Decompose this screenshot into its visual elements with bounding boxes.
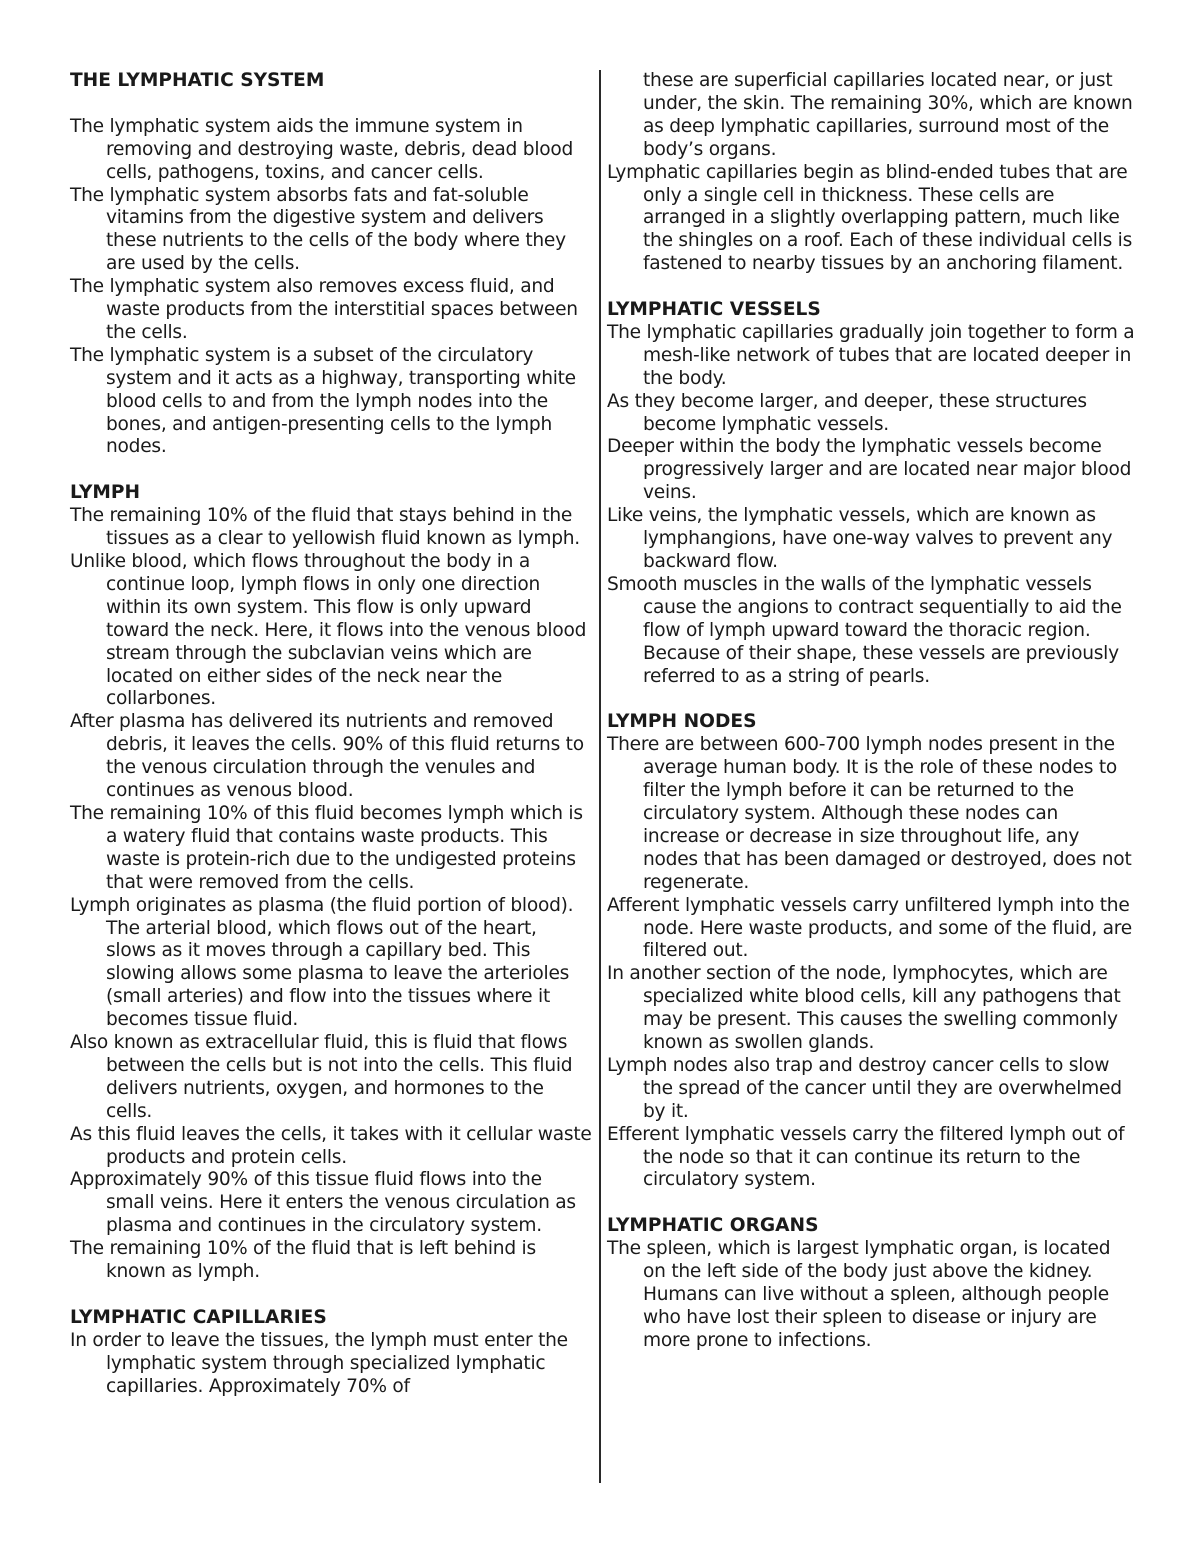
vessels-paragraph: As they become larger, and deeper, these structures become lymphatic vessels. <box>607 390 1087 435</box>
organs-paragraph: The spleen, which is largest lymphatic organ, is located on the left side of the body just above the kidney. Humans can live without a spleen, although people who have lost their spleen to disease or injury are more prone to infections. <box>607 1238 1111 1351</box>
lymph-paragraph: Also known as extracellular fluid, this is fluid that flows between the cells but is not into the cells. This fluid delivers nutrients, oxygen, and hormones to the cells. <box>70 1032 573 1122</box>
lymph-paragraph: The remaining 10% of this fluid becomes lymph which is a watery fluid that contains waste products. This waste is protein-rich due to the undigested proteins that were removed from the cells. <box>70 802 583 893</box>
column-divider <box>599 70 601 1483</box>
capillaries-paragraph-continued: these are superficial capillaries located near, or just under, the skin. The remaining 30%, which are known as deep lymphatic capillaries, surround most of the body’s organs. <box>643 70 1133 160</box>
capillaries-paragraph: In order to leave the tissues, the lymph must enter the lymphatic system through specialized lymphatic capillaries. Approximately 70% of <box>70 1329 568 1397</box>
lymph-paragraph: The remaining 10% of the fluid that is left behind is known as lymph. <box>70 1238 536 1283</box>
right-column <box>607 70 1135 1353</box>
vessels-paragraph: Smooth muscles in the walls of the lymphatic vessels cause the angions to contract sequentially to aid the flow of lymph upward toward the thoracic region. Because of their shape, these vessels are previously referred to as a string of pearls. <box>607 573 1122 687</box>
intro-paragraph: The lymphatic system absorbs fats and fat-soluble vitamins from the digestive system and delivers these nutrients to the cells of the body where they are used by the cells. <box>70 184 566 275</box>
nodes-paragraph: Afferent lymphatic vessels carry unfiltered lymph into the node. Here waste products, and some of the fluid, are filtered out. <box>607 894 1132 962</box>
section-heading-lymph: LYMPH <box>70 482 141 504</box>
lymph-paragraph: Approximately 90% of this tissue fluid flows into the small veins. Here it enters the venous circulation as plasma and continues in the circulatory system. <box>70 1169 576 1237</box>
capillaries-paragraph: Lymphatic capillaries begin as blind-ended tubes that are only a single cell in thickness. These cells are arranged in a slightly overlapping pattern, much like the shingles on a roof. Each of these individual cells is fastened to nearby tissues by an anchoring filament. <box>607 161 1133 275</box>
section-heading-lymphatic-vessels: LYMPHATIC VESSELS <box>607 299 821 321</box>
document-title: THE LYMPHATIC SYSTEM <box>70 70 325 91</box>
section-heading-lymphatic-capillaries: LYMPHATIC CAPILLARIES <box>70 1306 327 1328</box>
intro-paragraph: The lymphatic system also removes excess fluid, and waste products from the interstitial spaces between the cells. <box>70 276 578 343</box>
section-heading-lymphatic-organs: LYMPHATIC ORGANS <box>607 1215 819 1237</box>
intro-paragraph: The lymphatic system is a subset of the circulatory system and it acts as a highway, transporting white blood cells to and from the lymph nodes into the bones, and antigen-presenting cells to the lymph nodes. <box>70 344 576 458</box>
lymph-paragraph: As this fluid leaves the cells, it takes with it cellular waste products and protein cells. <box>70 1123 592 1168</box>
spacer <box>70 93 592 116</box>
section-heading-lymph-nodes: LYMPH NODES <box>607 711 757 733</box>
lymph-paragraph: The remaining 10% of the fluid that stays behind in the tissues as a clear to yellowish fluid known as lymph. <box>70 505 580 550</box>
nodes-paragraph: Lymph nodes also trap and destroy cancer cells to slow the spread of the cancer until they are overwhelmed by it. <box>607 1054 1122 1122</box>
vessels-paragraph: The lymphatic capillaries gradually join together to form a mesh-like network of tubes that are located deeper in the body. <box>607 321 1135 389</box>
nodes-paragraph: In another section of the node, lymphocytes, which are specialized white blood cells, kill any pathogens that may be present. This causes the swelling commonly known as swollen glands. <box>607 963 1121 1054</box>
vessels-paragraph: Like veins, the lymphatic vessels, which are known as lymphangions, have one-way valves to prevent any backward flow. <box>607 505 1113 573</box>
nodes-paragraph: Efferent lymphatic vessels carry the filtered lymph out of the node so that it can continue its return to the circulatory system. <box>607 1123 1125 1191</box>
left-column <box>70 70 592 1399</box>
vessels-paragraph: Deeper within the body the lymphatic vessels become progressively larger and are located near major blood veins. <box>607 436 1132 504</box>
intro-paragraph: The lymphatic system aids the immune system in removing and destroying waste, debris, dead blood cells, pathogens, toxins, and cancer cells. <box>70 115 574 183</box>
lymph-paragraph: After plasma has delivered its nutrients and removed debris, it leaves the cells. 90% of this fluid returns to the venous circulation through the venules and continues as venous blood. <box>70 711 584 802</box>
nodes-paragraph: There are between 600-700 lymph nodes present in the average human body. It is the role of these nodes to filter the lymph before it can be returned to the circulatory system. Although these nodes can increase or decrease in size throughout life, any nodes that has been damaged or destroyed, does not regenerate. <box>607 734 1132 893</box>
lymph-paragraph: Lymph originates as plasma (the fluid portion of blood). The arterial blood, which flows out of the heart, slows as it moves through a capillary bed. This slowing allows some plasma to leave the arterioles (small arteries) and flow into the tissues where it becomes tissue fluid. <box>70 894 574 1031</box>
lymph-paragraph: Unlike blood, which flows throughout the body in a continue loop, lymph flows in only one direction within its own system. This flow is only upward toward the neck. Here, it flows into the venous blood stream through the subclavian veins which are located on either sides of the neck near the collarbones. <box>70 551 587 710</box>
